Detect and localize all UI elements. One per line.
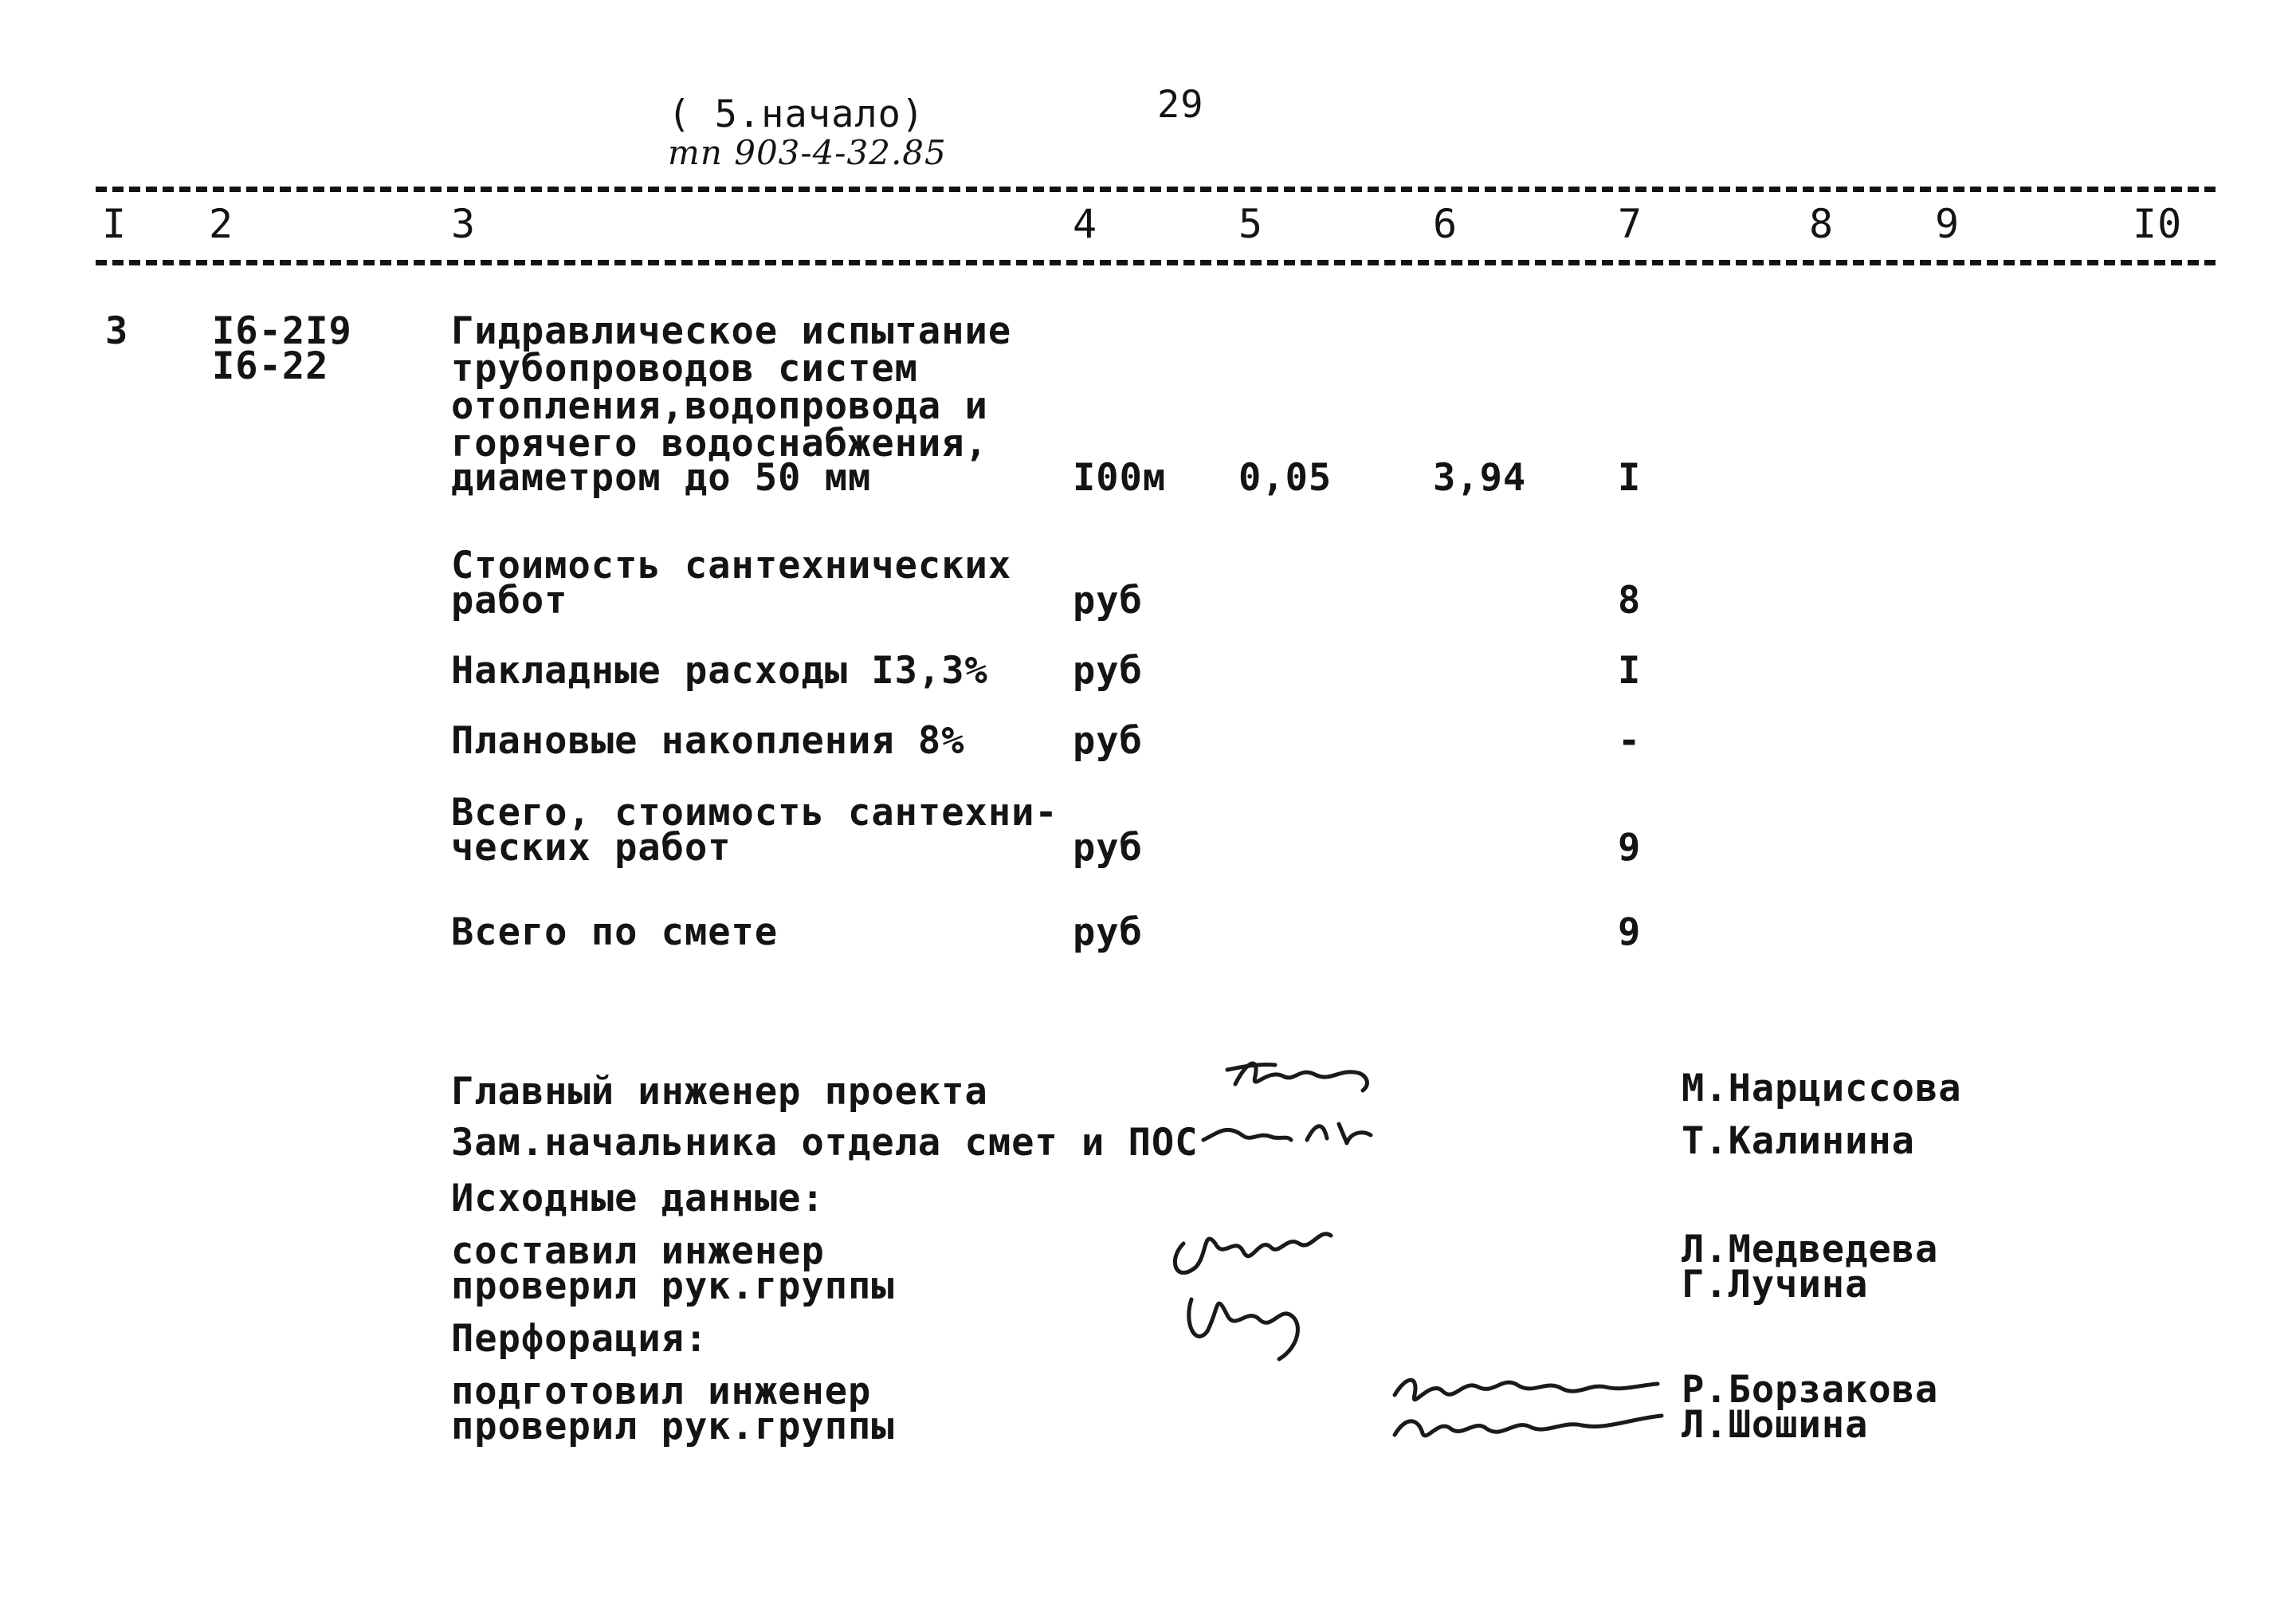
prepared-label: подготовил инженер <box>451 1369 872 1413</box>
col-header-1: I <box>102 201 128 247</box>
col-header-4: 4 <box>1073 201 1098 247</box>
col-header-9: 9 <box>1935 201 1960 247</box>
signature-chief-engineer <box>1211 1052 1387 1100</box>
summary-value: 8 <box>1618 579 1642 623</box>
summary-label: Плановые накопления 8% <box>451 719 965 763</box>
row-description-line: Гидравлическое испытание <box>451 309 1012 353</box>
checked2-label: проверил рук.группы <box>451 1405 895 1448</box>
col-header-7: 7 <box>1618 201 1643 247</box>
summary-label: Стоимость сантехнических <box>451 544 1012 587</box>
col-header-5: 5 <box>1238 201 1264 247</box>
row-description-line: горячего водоснабжения, <box>451 422 988 466</box>
row-unit: I00м <box>1073 456 1167 500</box>
signature-deputy <box>1195 1108 1379 1156</box>
perforation-label: Перфорация: <box>451 1317 708 1361</box>
col-header-10: I0 <box>2133 201 2183 247</box>
row-code: I6-22 <box>212 344 329 388</box>
row-description-line: отопления,водопровода и <box>451 384 988 428</box>
summary-label: Всего по смете <box>451 910 779 954</box>
row-description-line: диаметром до 50 мм <box>451 456 872 500</box>
compiled-label: составил инженер <box>451 1229 825 1273</box>
signature-perforation <box>1383 1363 1670 1451</box>
summary-value: 9 <box>1618 826 1642 870</box>
summary-value: - <box>1618 719 1642 763</box>
summary-value: 9 <box>1618 910 1642 954</box>
row-code: I6-2I9 <box>212 309 352 353</box>
compiled-name: Л.Медведева <box>1682 1228 1939 1271</box>
summary-unit: руб <box>1073 719 1143 763</box>
summary-unit: руб <box>1073 910 1143 954</box>
checked2-name: Л.Шошина <box>1682 1403 1869 1447</box>
prepared-name: Р.Борзакова <box>1682 1368 1939 1412</box>
page-number: 29 <box>1157 83 1204 127</box>
col-header-6: 6 <box>1433 201 1458 247</box>
header-top-rule <box>96 187 2216 192</box>
row-qty: 0,05 <box>1238 456 1332 500</box>
summary-value: I <box>1618 649 1642 693</box>
row-description-line: трубопроводов систем <box>451 347 918 391</box>
header-bottom-rule <box>96 260 2216 265</box>
checked-label: проверил рук.группы <box>451 1264 895 1308</box>
deputy-name: Т.Калинина <box>1682 1119 1915 1163</box>
col-header-2: 2 <box>209 201 234 247</box>
project-code: тп 903-4-32.85 <box>668 133 947 172</box>
chief-engineer-name: М.Нарциссова <box>1682 1067 1962 1110</box>
checked-name: Г.Лучина <box>1682 1263 1869 1307</box>
row-number: 3 <box>105 309 129 353</box>
row-total: I <box>1618 456 1642 500</box>
col-header-3: 3 <box>451 201 477 247</box>
col-header-8: 8 <box>1809 201 1835 247</box>
summary-label: ческих работ <box>451 826 732 870</box>
section-note: ( 5.начало) <box>668 92 925 136</box>
chief-engineer-label: Главный инженер проекта <box>451 1070 988 1114</box>
summary-unit: руб <box>1073 579 1143 623</box>
summary-label: Всего, стоимость сантехни- <box>451 791 1058 835</box>
summary-label: Накладные расходы I3,3% <box>451 649 988 693</box>
row-price: 3,94 <box>1433 456 1527 500</box>
summary-unit: руб <box>1073 649 1143 693</box>
deputy-label: Зам.начальника отдела смет и ПОС <box>451 1121 1199 1165</box>
source-data-label: Исходные данные: <box>451 1177 825 1220</box>
summary-label: работ <box>451 579 568 623</box>
signature-compiled-checked <box>1160 1212 1367 1363</box>
summary-unit: руб <box>1073 826 1143 870</box>
